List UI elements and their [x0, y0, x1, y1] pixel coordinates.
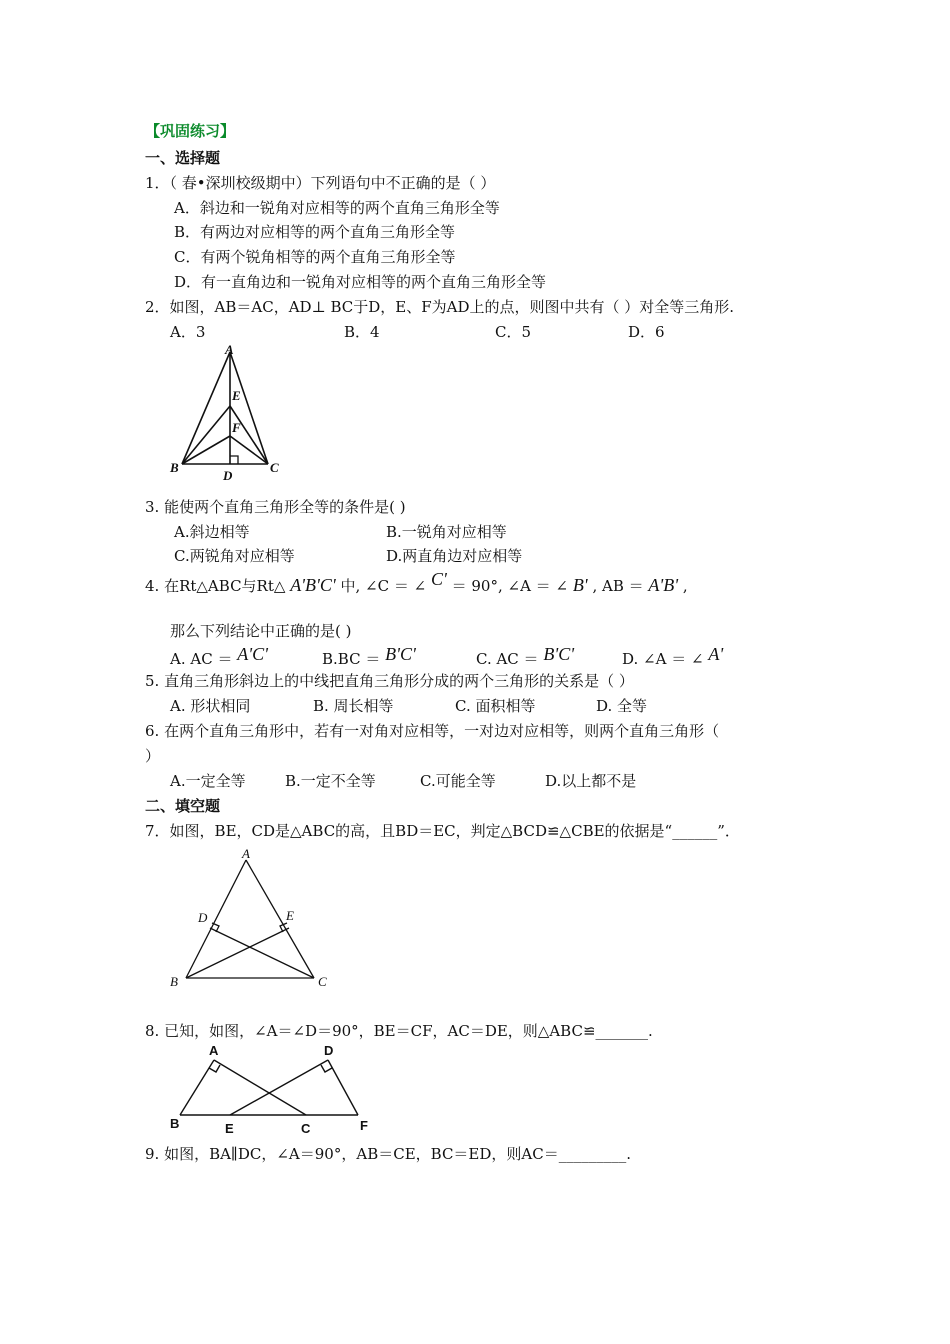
- q2-figure: [168, 342, 288, 484]
- q3-option-a: A.斜边相等: [174, 523, 250, 541]
- q7-label-d: D: [198, 910, 208, 925]
- q6-stem: 6. 在两个直角三角形中，若有一对角对应相等，一对边对应相等，则两个直角三角形（: [145, 722, 720, 740]
- q8-label-e: E: [225, 1121, 234, 1136]
- part1-title: 一、选择题: [145, 149, 221, 167]
- q2-option-c: C．5: [495, 323, 532, 341]
- q4-part-4: C': [430, 569, 447, 589]
- q4-option-a-math: A'C': [237, 644, 268, 664]
- q8-label-d: D: [324, 1043, 334, 1058]
- q1-option-d: D．有一直角边和一锐角对应相等的两个直角三角形全等: [174, 273, 547, 291]
- q8-figure: [168, 1040, 378, 1135]
- q3-option-d: D.两直角边对应相等: [386, 547, 523, 565]
- part2-title: 二、填空题: [145, 797, 221, 815]
- q4-option-d-math: A': [708, 644, 724, 664]
- q9-stem: 9. 如图，BA∥DC，∠A＝90°，AB＝CE，BC＝ED，则AC＝_________.: [145, 1145, 631, 1163]
- q3-option-b: B.一锐角对应相等: [386, 523, 507, 541]
- q7-figure: [168, 846, 343, 994]
- q2-label-d: D: [223, 468, 233, 483]
- q4-option-d-text: D. ∠A ＝ ∠: [622, 650, 704, 668]
- q5-option-a: A. 形状相同: [170, 697, 251, 715]
- q2-option-d: D．6: [628, 323, 665, 341]
- q2-label-b: B: [170, 460, 179, 475]
- q4-stem-line1: [145, 569, 688, 596]
- q4-part-1: 4. 在Rt△ABC与Rt△: [145, 577, 286, 595]
- q5-option-c: C. 面积相等: [455, 697, 536, 715]
- q2-label-c: C: [270, 460, 279, 475]
- q2-stem: 2．如图，AB＝AC，AD⊥ BC于D，E、F为AD上的点，则图中共有（ ）对全等三角形.: [145, 298, 735, 316]
- q8-label-c: C: [301, 1121, 311, 1136]
- q6-option-d: D.以上都不是: [545, 772, 637, 790]
- q5-option-d: D. 全等: [596, 697, 648, 715]
- q8-label-f: F: [360, 1118, 368, 1133]
- q4-option-a: [170, 644, 268, 669]
- q4-option-b: [322, 644, 416, 669]
- q4-option-a-text: A. AC ＝: [170, 650, 233, 668]
- q4-option-d: [622, 644, 724, 669]
- q2-label-f: F: [232, 420, 241, 435]
- q6-stem-cont: ）: [145, 747, 161, 765]
- q4-option-c-text: C. AC ＝: [476, 650, 539, 668]
- q4-part-3: 中, ∠C ＝ ∠: [340, 577, 427, 595]
- q4-part-8: A'B': [648, 575, 679, 595]
- q3-stem: 3. 能使两个直角三角形全等的条件是( ): [145, 498, 406, 516]
- q4-stem-line2: 那么下列结论中正确的是( ): [170, 622, 352, 640]
- q4-option-b-math: B'C': [385, 644, 416, 664]
- q7-label-b: B: [170, 974, 178, 989]
- q1-option-c: C．有两个锐角相等的两个直角三角形全等: [174, 248, 456, 266]
- q4-part-2: A'B'C': [290, 575, 336, 595]
- q4-part-9: ,: [682, 577, 688, 595]
- q4-part-5: ＝ 90°, ∠A ＝ ∠: [451, 577, 569, 595]
- q6-option-c: C.可能全等: [420, 772, 496, 790]
- q2-option-a: A．3: [170, 323, 206, 341]
- q7-label-a: A: [242, 846, 250, 861]
- q4-option-b-text: B.BC ＝: [322, 650, 381, 668]
- q2-option-b: B．4: [344, 323, 380, 341]
- q4-part-6: B': [572, 575, 588, 595]
- q8-label-b: B: [170, 1116, 180, 1131]
- q4-option-c-math: B'C': [543, 644, 575, 664]
- q7-stem: 7．如图，BE，CD是△ABC的高，且BD＝EC，判定△BCD≌△CBE的依据是“______”．: [145, 822, 740, 840]
- q6-option-b: B.一定不全等: [285, 772, 376, 790]
- q4-option-c: [476, 644, 575, 669]
- q1-option-a: A．斜边和一锐角对应相等的两个直角三角形全等: [174, 199, 500, 217]
- q1-option-b: B．有两边对应相等的两个直角三角形全等: [174, 223, 456, 241]
- q2-label-a: A: [225, 342, 234, 357]
- q4-part-7: , AB ＝: [592, 577, 644, 595]
- q7-label-e: E: [286, 908, 294, 923]
- section-title: 【巩固练习】: [145, 122, 236, 140]
- q5-option-b: B. 周长相等: [313, 697, 394, 715]
- q3-option-c: C.两锐角对应相等: [174, 547, 295, 565]
- q5-stem: 5. 直角三角形斜边上的中线把直角三角形分成的两个三角形的关系是（ ）: [145, 672, 634, 690]
- q2-label-e: E: [232, 388, 241, 403]
- q6-option-a: A.一定全等: [170, 772, 246, 790]
- q8-stem: 8. 已知，如图，∠A＝∠D＝90°，BE＝CF，AC＝DE，则△ABC≌_______.: [145, 1022, 653, 1040]
- q8-label-a: A: [209, 1043, 219, 1058]
- q7-label-c: C: [318, 974, 327, 989]
- q1-stem: 1．（ 春•深圳校级期中）下列语句中不正确的是（ ）: [145, 174, 496, 192]
